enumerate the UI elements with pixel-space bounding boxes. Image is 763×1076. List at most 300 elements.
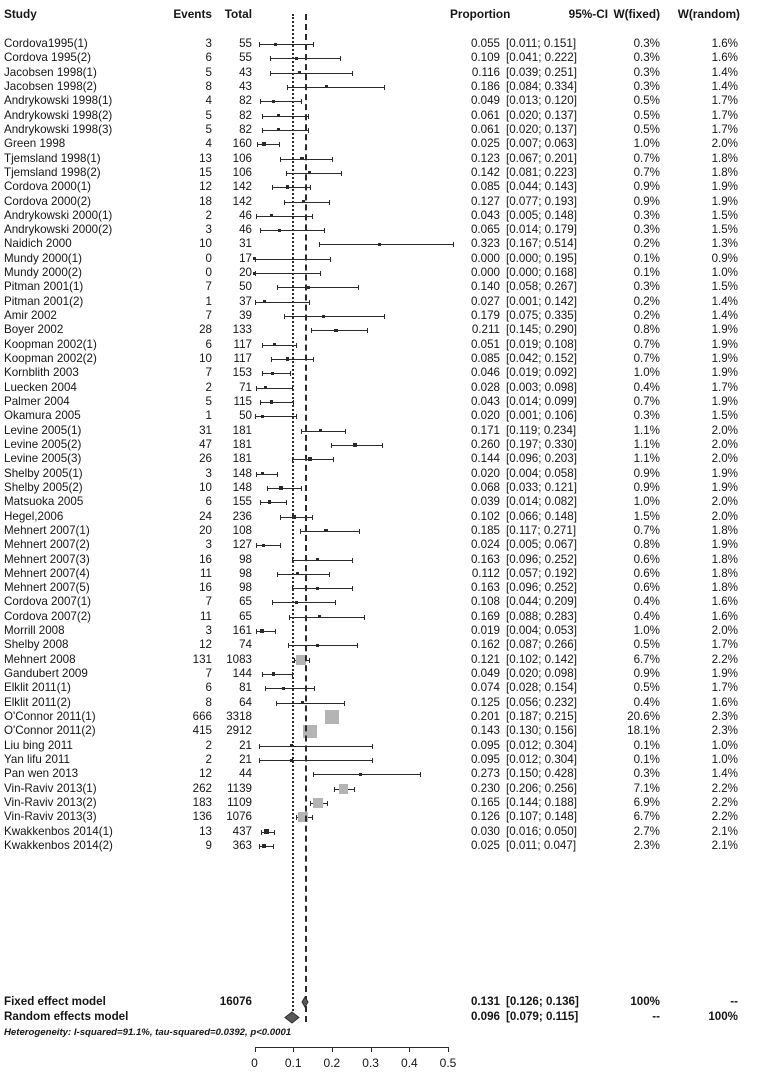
- ci-cap-low: [296, 815, 297, 820]
- x-axis-tick: [255, 1047, 256, 1052]
- row-w-fixed: 0.1%: [633, 251, 660, 265]
- row-study-name: Luecken 2004: [4, 380, 77, 394]
- row-ci: [0.020; 0.137]: [506, 108, 577, 122]
- row-w-random: 1.0%: [711, 738, 738, 752]
- row-events: 11: [199, 609, 212, 623]
- row-ci: [0.039; 0.251]: [506, 65, 577, 79]
- row-events: 16: [199, 552, 212, 566]
- row-proportion: 0.123: [470, 151, 500, 165]
- ci-cap-high: [345, 429, 346, 434]
- row-events: 1: [205, 409, 212, 423]
- row-events: 9: [205, 838, 212, 852]
- point-estimate: [277, 128, 280, 131]
- row-study-name: Mehnert 2007(1): [4, 523, 90, 537]
- row-w-random: 1.6%: [711, 609, 738, 623]
- point-estimate: [290, 759, 293, 762]
- point-estimate: [264, 386, 267, 389]
- row-ci: [0.033; 0.121]: [506, 480, 577, 494]
- random-effects-ci: [0.079; 0.115]: [506, 1010, 579, 1023]
- row-w-fixed: 0.7%: [633, 523, 660, 537]
- row-ci: [0.005; 0.148]: [506, 208, 577, 222]
- row-ci: [0.206; 0.256]: [506, 781, 577, 795]
- ci-line: [280, 517, 312, 518]
- row-events: 12: [199, 767, 212, 781]
- ci-cap-low: [270, 56, 271, 61]
- ci-cap-high: [301, 99, 302, 104]
- row-w-random: 2.0%: [711, 624, 738, 638]
- row-proportion: 0.020: [470, 409, 500, 423]
- row-proportion: 0.061: [470, 108, 500, 122]
- row-total: 98: [239, 566, 252, 580]
- row-events: 28: [199, 323, 212, 337]
- ci-cap-low: [276, 701, 277, 706]
- ci-cap-low: [262, 128, 263, 133]
- row-w-random: 1.8%: [711, 523, 738, 537]
- ci-cap-low: [288, 643, 289, 648]
- x-axis-tick: [371, 1047, 372, 1052]
- row-proportion: 0.201: [470, 710, 500, 724]
- ci-cap-low: [327, 715, 328, 720]
- fixed-effect-total: 16076: [219, 995, 252, 1008]
- random-effects-w-fixed: --: [652, 1010, 660, 1023]
- row-total: 115: [233, 395, 252, 408]
- row-w-fixed: 6.9%: [633, 795, 660, 809]
- row-total: 148: [232, 466, 252, 480]
- column-header-ci: 95%-CI: [568, 7, 608, 21]
- row-events: 0: [205, 251, 212, 265]
- row-total: 46: [239, 208, 252, 222]
- row-w-random: 1.5%: [711, 208, 738, 222]
- ci-cap-high: [332, 157, 333, 162]
- row-w-random: 1.4%: [711, 767, 738, 781]
- row-ci: [0.020; 0.098]: [506, 667, 577, 681]
- row-ci: [0.044; 0.209]: [506, 595, 577, 609]
- row-ci: [0.087; 0.266]: [506, 638, 577, 652]
- point-estimate: [272, 672, 275, 675]
- row-w-random: 1.9%: [711, 323, 738, 337]
- ci-cap-low: [255, 300, 256, 305]
- ci-cap-high: [372, 758, 373, 763]
- fixed-effect-w-random: --: [730, 995, 738, 1008]
- point-estimate: [316, 644, 319, 647]
- ci-line: [284, 202, 329, 203]
- row-events: 7: [205, 366, 212, 380]
- row-w-fixed: 20.6%: [627, 710, 660, 724]
- row-w-random: 2.0%: [711, 509, 738, 523]
- row-events: 666: [192, 710, 212, 724]
- ci-line: [311, 330, 367, 331]
- point-estimate: [261, 415, 264, 418]
- ci-cap-low: [259, 844, 260, 849]
- point-estimate: [273, 343, 276, 346]
- row-events: 10: [199, 352, 212, 366]
- row-ci: [0.058; 0.267]: [506, 280, 577, 294]
- row-events: 183: [192, 795, 212, 809]
- random-effects-w-random: 100%: [708, 1010, 738, 1023]
- row-events: 3: [205, 466, 212, 480]
- row-total: 37: [239, 294, 252, 308]
- row-study-name: Okamura 2005: [4, 409, 81, 423]
- row-w-random: 1.9%: [711, 466, 738, 480]
- ci-cap-low: [292, 457, 293, 462]
- row-w-random: 1.5%: [711, 409, 738, 423]
- row-w-random: 1.7%: [711, 122, 738, 136]
- point-estimate: [378, 243, 381, 246]
- row-ci: [0.014; 0.099]: [506, 395, 577, 408]
- row-w-random: 1.9%: [711, 667, 738, 681]
- ci-cap-high: [359, 529, 360, 534]
- point-estimate: [272, 100, 275, 103]
- row-proportion: 0.095: [470, 738, 500, 752]
- row-w-random: 2.2%: [711, 652, 738, 666]
- row-ci: [0.011; 0.151]: [506, 37, 577, 50]
- row-total: 142: [232, 194, 252, 208]
- row-w-fixed: 0.5%: [633, 108, 660, 122]
- point-estimate: [277, 114, 280, 117]
- point-estimate: [300, 157, 303, 160]
- row-events: 6: [205, 681, 212, 695]
- ci-cap-low: [311, 328, 312, 333]
- row-w-fixed: 0.4%: [633, 595, 660, 609]
- row-proportion: 0.211: [471, 323, 500, 337]
- row-study-name: Pan wen 2013: [4, 767, 79, 781]
- row-ci: [0.066; 0.148]: [506, 509, 577, 523]
- point-estimate: [302, 200, 305, 203]
- row-w-fixed: 7.1%: [633, 781, 660, 795]
- row-w-random: 1.9%: [711, 194, 738, 208]
- point-estimate: [324, 529, 327, 532]
- row-events: 2: [205, 208, 212, 222]
- row-w-fixed: 0.5%: [633, 638, 660, 652]
- ci-cap-high: [296, 414, 297, 419]
- row-total: 142: [232, 180, 252, 194]
- ci-line: [259, 746, 372, 747]
- ci-cap-low: [259, 758, 260, 763]
- row-proportion: 0.144: [470, 452, 500, 466]
- row-study-name: Andrykowski 1998(3): [4, 122, 113, 136]
- row-study-name: Cordova 2000(2): [4, 194, 92, 208]
- ci-line: [260, 101, 301, 102]
- ci-line: [255, 259, 330, 260]
- ci-cap-low: [294, 658, 295, 663]
- row-events: 1: [205, 294, 212, 308]
- ci-line: [286, 173, 341, 174]
- row-events: 26: [199, 452, 212, 466]
- row-ci: [0.197; 0.330]: [506, 437, 577, 451]
- row-proportion: 0.126: [470, 810, 500, 824]
- row-w-random: 1.8%: [711, 151, 738, 165]
- row-w-fixed: 1.1%: [633, 437, 660, 451]
- ci-line: [262, 345, 296, 346]
- weight-square: [303, 725, 316, 738]
- ci-cap-low: [280, 515, 281, 520]
- row-ci: [0.001; 0.106]: [506, 409, 577, 423]
- ci-line: [301, 431, 346, 432]
- row-w-fixed: 0.3%: [633, 79, 660, 93]
- row-study-name: Shelby 2005(2): [4, 480, 83, 494]
- row-total: 74: [239, 638, 252, 652]
- row-study-name: Elklit 2011(2): [4, 695, 71, 709]
- row-proportion: 0.055: [470, 37, 500, 50]
- row-events: 7: [205, 667, 212, 681]
- ci-cap-low: [262, 114, 263, 119]
- ci-cap-high: [352, 71, 353, 76]
- row-study-name: Mehnert 2007(5): [4, 581, 90, 595]
- row-ci: [0.004; 0.053]: [506, 624, 577, 638]
- ci-cap-low: [262, 343, 263, 348]
- fixed-effect-ci: [0.126; 0.136]: [506, 995, 579, 1008]
- row-w-fixed: 0.3%: [633, 409, 660, 423]
- point-estimate: [316, 587, 319, 590]
- row-total: 55: [239, 51, 252, 65]
- row-w-fixed: 0.9%: [633, 194, 660, 208]
- point-estimate: [253, 257, 256, 260]
- row-ci: [0.019; 0.108]: [506, 337, 577, 351]
- ci-line: [257, 144, 279, 145]
- row-ci: [0.001; 0.142]: [506, 294, 577, 308]
- row-proportion: 0.085: [470, 352, 500, 366]
- row-events: 0: [205, 266, 212, 280]
- row-events: 7: [205, 595, 212, 609]
- row-events: 18: [199, 194, 212, 208]
- row-total: 1083: [226, 652, 252, 666]
- point-estimate: [271, 372, 275, 376]
- row-study-name: Mehnert 2007(4): [4, 566, 90, 580]
- row-w-fixed: 0.3%: [633, 37, 660, 50]
- row-w-fixed: 0.7%: [633, 337, 660, 351]
- weight-square: [339, 784, 349, 794]
- row-study-name: Vin-Raviv 2013(1): [4, 781, 97, 795]
- point-estimate: [298, 71, 301, 74]
- ci-cap-low: [271, 357, 272, 362]
- row-w-random: 1.4%: [711, 294, 738, 308]
- x-axis-tick-label: 0.4: [400, 1056, 418, 1070]
- ci-line: [292, 588, 352, 589]
- row-w-fixed: 0.5%: [633, 681, 660, 695]
- row-events: 2: [205, 753, 212, 766]
- ci-cap-low: [310, 801, 311, 806]
- row-total: 144: [232, 667, 252, 681]
- row-proportion: 0.043: [470, 208, 500, 222]
- x-axis-tick: [293, 1047, 294, 1052]
- row-w-random: 1.7%: [711, 94, 738, 108]
- ci-cap-high: [329, 200, 330, 205]
- row-study-name: Pitman 2001(2): [4, 294, 84, 308]
- row-events: 3: [205, 538, 212, 552]
- point-estimate: [270, 400, 273, 403]
- row-study-name: Mehnert 2007(2): [4, 538, 90, 552]
- row-study-name: Levine 2005(2): [4, 437, 82, 451]
- ci-cap-high: [313, 357, 314, 362]
- ci-line: [270, 73, 352, 74]
- row-study-name: Jacobsen 1998(1): [4, 65, 97, 79]
- ci-line: [300, 531, 360, 532]
- row-proportion: 0.085: [470, 180, 500, 194]
- row-ci: [0.067; 0.201]: [506, 151, 577, 165]
- x-axis-tick-label: 0.5: [439, 1056, 457, 1070]
- row-ci: [0.019; 0.092]: [506, 366, 577, 380]
- ci-line: [292, 459, 333, 460]
- row-total: 50: [239, 280, 252, 294]
- row-proportion: 0.140: [470, 280, 500, 294]
- row-w-fixed: 0.3%: [633, 280, 660, 294]
- row-w-fixed: 0.7%: [633, 165, 660, 179]
- row-events: 24: [199, 509, 212, 523]
- ci-cap-high: [292, 386, 293, 391]
- row-study-name: Cordova1995(1): [4, 37, 88, 50]
- row-events: 13: [199, 824, 212, 838]
- row-proportion: 0.171: [470, 423, 500, 437]
- row-total: 106: [232, 165, 252, 179]
- row-w-random: 2.0%: [711, 137, 738, 151]
- row-study-name: Gandubert 2009: [4, 667, 88, 681]
- weight-square: [325, 710, 339, 724]
- row-w-random: 1.9%: [711, 352, 738, 366]
- row-ci: [0.012; 0.304]: [506, 738, 577, 752]
- row-study-name: Mehnert 2007(3): [4, 552, 90, 566]
- row-study-name: Boyer 2002: [4, 323, 64, 337]
- row-study-name: Andrykowski 1998(1): [4, 94, 113, 108]
- row-total: 55: [239, 37, 252, 50]
- row-ci: [0.075; 0.335]: [506, 309, 577, 323]
- ci-line: [284, 316, 385, 317]
- ci-cap-low: [259, 42, 260, 47]
- row-w-fixed: 0.6%: [633, 552, 660, 566]
- row-events: 262: [192, 781, 212, 795]
- row-w-fixed: 0.4%: [633, 380, 660, 394]
- row-study-name: Pitman 2001(1): [4, 280, 84, 294]
- row-proportion: 0.109: [470, 51, 500, 65]
- row-events: 5: [205, 65, 212, 79]
- row-proportion: 0.112: [471, 566, 500, 580]
- row-ci: [0.096; 0.252]: [506, 552, 577, 566]
- row-total: 181: [232, 437, 252, 451]
- point-estimate: [316, 558, 319, 561]
- point-estimate: [270, 214, 273, 217]
- ci-cap-high: [308, 114, 309, 119]
- row-w-fixed: 0.1%: [633, 753, 660, 766]
- row-w-random: 1.9%: [711, 366, 738, 380]
- row-events: 8: [205, 79, 212, 93]
- row-w-fixed: 0.3%: [633, 51, 660, 65]
- ci-line: [262, 130, 307, 131]
- ci-cap-low: [287, 85, 288, 90]
- ci-line: [270, 58, 340, 59]
- ci-line: [288, 645, 357, 646]
- point-estimate: [286, 357, 289, 360]
- ci-line: [265, 688, 314, 689]
- row-events: 4: [205, 94, 212, 108]
- ci-cap-low: [289, 615, 290, 620]
- row-proportion: 0.143: [470, 724, 500, 738]
- row-proportion: 0.163: [470, 552, 500, 566]
- row-w-random: 1.0%: [711, 753, 738, 766]
- row-study-name: O'Connor 2011(1): [4, 710, 96, 724]
- row-ci: [0.014; 0.179]: [506, 223, 577, 237]
- point-estimate: [290, 744, 293, 747]
- row-total: 20: [239, 266, 252, 280]
- row-w-random: 1.8%: [711, 581, 738, 595]
- row-w-fixed: 0.1%: [633, 266, 660, 280]
- column-header-w-random: W(random): [677, 7, 740, 21]
- row-w-random: 1.9%: [711, 337, 738, 351]
- row-ci: [0.096; 0.203]: [506, 452, 577, 466]
- point-estimate: [296, 572, 299, 575]
- row-w-random: 1.9%: [711, 180, 738, 194]
- row-w-random: 1.9%: [711, 538, 738, 552]
- row-w-fixed: 1.0%: [633, 624, 660, 638]
- point-estimate: [295, 57, 298, 60]
- ci-line: [260, 402, 293, 403]
- point-estimate: [295, 601, 298, 604]
- row-proportion: 0.116: [471, 65, 500, 79]
- weight-square: [313, 798, 323, 808]
- ci-cap-high: [279, 142, 280, 147]
- x-axis-tick-label: 0.1: [284, 1056, 302, 1070]
- ci-cap-high: [341, 171, 342, 176]
- ci-cap-low: [272, 185, 273, 190]
- row-study-name: Andrykowski 1998(2): [4, 108, 113, 122]
- row-w-random: 1.9%: [711, 395, 738, 408]
- ci-line: [292, 560, 352, 561]
- row-w-random: 1.4%: [711, 309, 738, 323]
- ci-cap-high: [324, 228, 325, 233]
- row-total: 117: [233, 352, 252, 366]
- ci-cap-low: [260, 500, 261, 505]
- row-total: 3318: [226, 710, 252, 724]
- row-study-name: Jacobsen 1998(2): [4, 79, 97, 93]
- row-proportion: 0.051: [470, 337, 500, 351]
- row-total: 148: [232, 480, 252, 494]
- ci-cap-low: [256, 386, 257, 391]
- ci-line: [313, 774, 421, 775]
- row-total: 81: [239, 681, 252, 695]
- point-estimate: [263, 300, 266, 303]
- ci-line: [262, 116, 307, 117]
- row-ci: [0.102; 0.142]: [506, 652, 577, 666]
- row-events: 31: [199, 423, 212, 437]
- row-total: 155: [232, 495, 252, 509]
- row-w-fixed: 2.7%: [633, 824, 660, 838]
- ci-cap-high: [312, 515, 313, 520]
- row-total: 363: [232, 838, 252, 852]
- ci-line: [287, 87, 384, 88]
- row-total: 106: [232, 151, 252, 165]
- row-study-name: Vin-Raviv 2013(3): [4, 810, 97, 824]
- row-proportion: 0.025: [470, 137, 500, 151]
- point-estimate: [286, 185, 289, 188]
- row-w-fixed: 0.3%: [633, 223, 660, 237]
- row-events: 131: [192, 652, 212, 666]
- row-study-name: Yan lifu 2011: [4, 753, 70, 766]
- ci-cap-high: [420, 772, 421, 777]
- point-estimate: [260, 629, 264, 633]
- row-ci: [0.011; 0.047]: [506, 838, 577, 852]
- ci-cap-high: [320, 271, 321, 276]
- row-proportion: 0.027: [470, 294, 500, 308]
- ci-line: [276, 703, 344, 704]
- row-events: 6: [205, 337, 212, 351]
- weight-square: [298, 812, 308, 822]
- ci-cap-low: [255, 271, 256, 276]
- row-total: 181: [232, 452, 252, 466]
- row-w-fixed: 2.3%: [633, 838, 660, 852]
- row-w-random: 2.1%: [711, 824, 738, 838]
- row-proportion: 0.186: [470, 79, 500, 93]
- row-ci: [0.084; 0.334]: [506, 79, 577, 93]
- row-w-random: 1.0%: [711, 266, 738, 280]
- row-total: 44: [239, 767, 252, 781]
